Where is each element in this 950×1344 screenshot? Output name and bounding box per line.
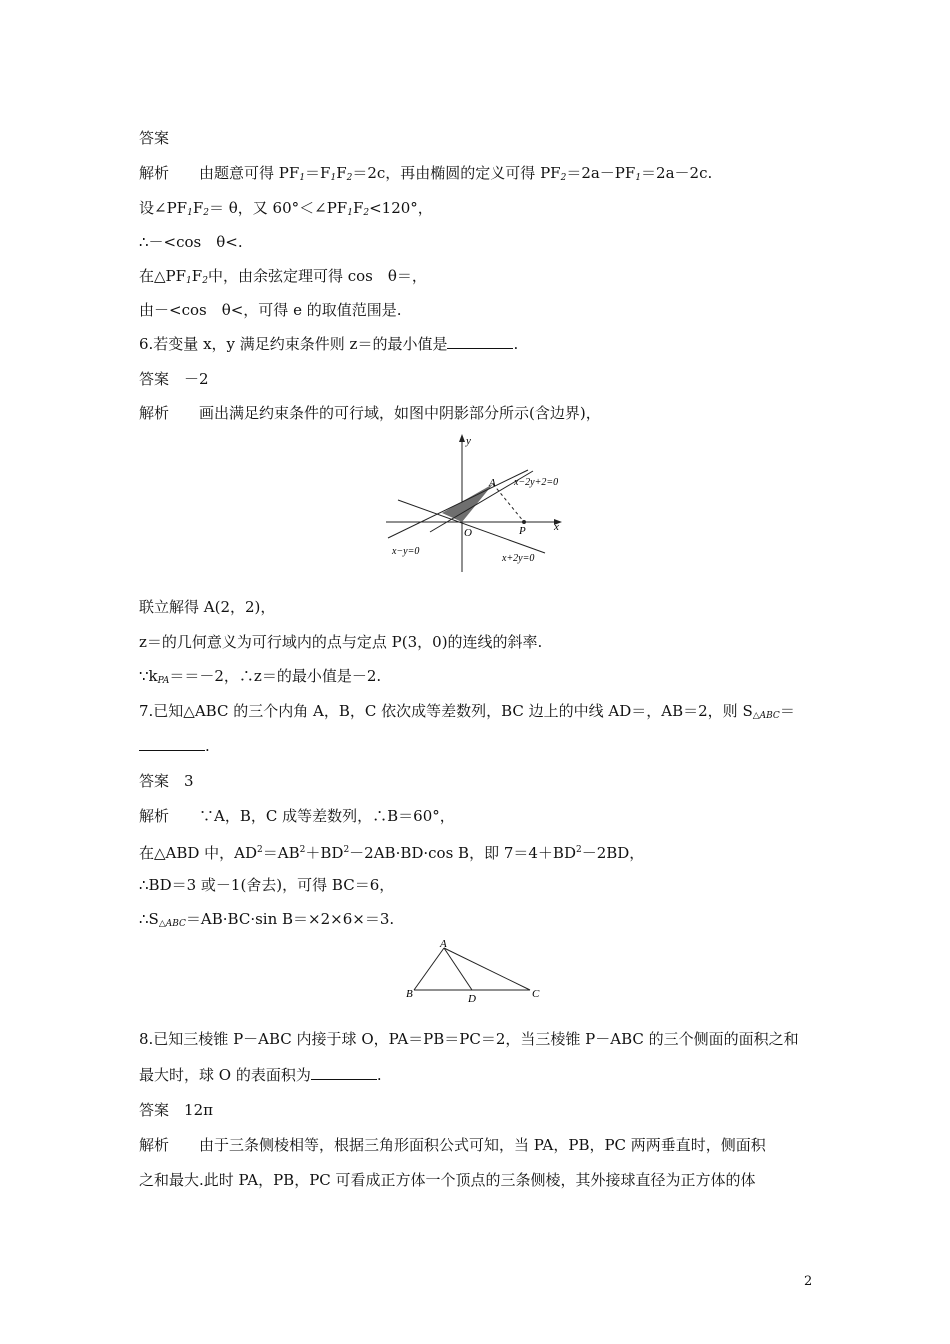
- subscript: 1: [187, 208, 193, 218]
- text: 由题意可得 PF: [199, 164, 300, 182]
- analysis-6-line-2: 联立解得 A(2，2)，: [139, 598, 276, 616]
- subscript: 1: [330, 173, 337, 183]
- y-axis-arrow: [459, 434, 465, 442]
- text: ＝AB: [262, 844, 300, 862]
- origin-label: O: [464, 527, 472, 539]
- question-6: [139, 334, 518, 354]
- superscript: 2: [299, 845, 306, 855]
- text: ＝2c，再由椭圆的定义可得 PF: [352, 164, 561, 182]
- text: ＝2a－2c.: [641, 164, 713, 182]
- side-ac: [444, 948, 530, 990]
- analysis-5-line-1: [139, 163, 712, 188]
- punct: .: [513, 335, 519, 353]
- analysis-8-line-2: 之和最大.此时 PA，PB，PC 可看成正方体一个顶点的三条侧棱，其外接球直径为正方体的体: [139, 1171, 756, 1189]
- analysis-5-line-2: [139, 198, 433, 223]
- text: ＝: [779, 702, 795, 720]
- page-number: 2: [804, 1274, 813, 1289]
- side-ab: [414, 948, 444, 990]
- subscript: 1: [347, 208, 353, 218]
- analysis-5-line-5: 由－<cos θ<，可得 e 的取值范围是.: [139, 301, 402, 319]
- text: ＝＝－2，∴z＝的最小值是－2.: [169, 667, 382, 685]
- feasible-region: [442, 484, 493, 522]
- analysis-label: 解析: [139, 404, 170, 422]
- answer-blank: [311, 1065, 377, 1080]
- analysis-label: 解析: [139, 1136, 170, 1154]
- text: F: [352, 199, 364, 217]
- answer-value: －2: [184, 370, 209, 388]
- text: F: [192, 199, 204, 217]
- text: F: [191, 267, 203, 285]
- point-p-dot: [522, 520, 526, 524]
- answer-label: 答案: [139, 772, 170, 790]
- text: ＝2a－PF: [566, 164, 636, 182]
- subscript: 1: [635, 173, 642, 183]
- question-7-line-2: [139, 736, 210, 756]
- subscript: 2: [560, 173, 567, 183]
- text: ∵A，B，C 成等差数列，∴B＝60°，: [199, 807, 455, 825]
- answer-blank: [447, 334, 513, 349]
- punct: .: [205, 737, 210, 755]
- subscript: △ABC: [752, 711, 780, 721]
- text: 中，由余弦定理可得 cos θ＝，: [207, 267, 427, 285]
- answer-6: [139, 369, 209, 389]
- analysis-8-line-1: [139, 1135, 766, 1155]
- line-2-label: x−y=0: [392, 546, 420, 557]
- text: 在△ABD 中，AD: [139, 844, 258, 862]
- text: 由于三条侧棱相等，根据三角形面积公式可知，当 PA，PB，PC 两两垂直时，侧面积: [199, 1136, 766, 1154]
- text: 设∠PF: [139, 199, 188, 217]
- subscript: 1: [299, 173, 306, 183]
- analysis-5-line-3: ∴－<cos θ<.: [139, 233, 243, 251]
- superscript: 2: [257, 845, 263, 855]
- subscript: 2: [202, 276, 208, 286]
- point-d-label: D: [468, 993, 476, 1002]
- vertex-b-label: B: [406, 988, 413, 1000]
- analysis-5-line-4: [139, 266, 427, 291]
- text: ＝ θ，又 60°＜∠PF: [208, 199, 348, 217]
- question-8-line-2: [139, 1065, 382, 1085]
- question-text: 6.若变量 x，y 满足约束条件则 z＝的最小值是: [139, 335, 448, 353]
- text: －2BD，: [581, 844, 645, 862]
- analysis-6-line-1: [139, 403, 601, 423]
- line-1-label: x−2y+2=0: [514, 477, 559, 488]
- answer-value: 3: [184, 772, 194, 790]
- segment-ap: [493, 484, 524, 522]
- text: －2AB·BD·cos B，即 7＝4＋BD: [349, 844, 576, 862]
- text: ∴S: [139, 910, 159, 928]
- text: F: [336, 164, 347, 182]
- analysis-label: 解析: [139, 807, 170, 825]
- analysis-6-line-3: z＝的几何意义为可行域内的点与定点 P(3，0)的连线的斜率.: [139, 633, 543, 651]
- subscript: PA: [157, 676, 170, 686]
- x-axis-label: x: [554, 521, 559, 533]
- subscript: △ABC: [158, 919, 186, 929]
- vertex-c-label: C: [532, 988, 540, 1000]
- question-8-line-1: 8.已知三棱锥 P－ABC 内接于球 O，PA＝PB＝PC＝2，当三棱锥 P－ABC 的三个侧面的面积之和: [139, 1030, 799, 1048]
- subscript: 1: [186, 276, 192, 286]
- triangle-figure: [400, 936, 550, 1002]
- answer-label-5: 答案: [139, 129, 170, 147]
- subscript: 2: [363, 208, 370, 218]
- superscript: 2: [343, 845, 350, 855]
- text: 在△PF: [139, 267, 187, 285]
- answer-label: 答案: [139, 370, 170, 388]
- analysis-7-line-4: [139, 909, 394, 934]
- y-axis-label: y: [466, 435, 471, 447]
- analysis-7-line-1: [139, 806, 455, 826]
- question-text: 最大时，球 O 的表面积为: [139, 1066, 311, 1084]
- text: ＝F: [305, 164, 331, 182]
- question-7-line-1: [139, 701, 795, 726]
- subscript: 2: [346, 173, 353, 183]
- analysis-7-line-3: ∴BD＝3 或－1(舍去)，可得 BC＝6，: [139, 876, 395, 894]
- text: 画出满足约束条件的可行域，如图中阴影部分所示(含边界)，: [199, 404, 601, 422]
- vertex-a-label: A: [440, 938, 447, 950]
- question-text: 7.已知△ABC 的三个内角 A，B，C 依次成等差数列，BC 边上的中线 AD＝，AB＝2，则 S: [139, 702, 753, 720]
- point-a-label: A: [489, 477, 496, 489]
- text: <120°，: [369, 199, 433, 217]
- answer-value: 12π: [184, 1101, 213, 1119]
- feasible-region-figure: [380, 432, 580, 576]
- text: ∵k: [139, 667, 158, 685]
- punct: .: [376, 1066, 382, 1084]
- answer-blank: [139, 736, 205, 751]
- superscript: 2: [575, 845, 582, 855]
- line-3-label: x+2y=0: [502, 553, 535, 564]
- answer-label: 答案: [139, 1101, 170, 1119]
- answer-8: [139, 1100, 213, 1120]
- answer-7: [139, 771, 194, 791]
- point-p-label: P: [519, 525, 526, 537]
- subscript: 2: [203, 208, 209, 218]
- analysis-6-line-4: [139, 666, 381, 691]
- analysis-7-line-2: [139, 840, 644, 863]
- text: ＋BD: [305, 844, 344, 862]
- text: ＝AB·BC·sin B＝×2×6×＝3.: [185, 910, 395, 928]
- analysis-label: 解析: [139, 164, 170, 182]
